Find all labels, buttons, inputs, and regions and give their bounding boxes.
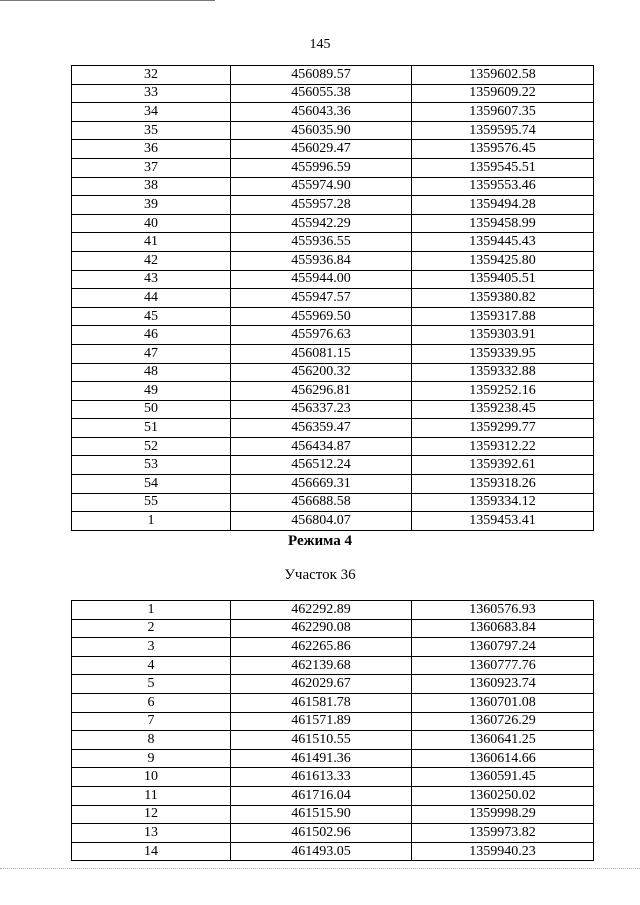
point-number-cell: 2: [72, 619, 231, 638]
table-row: [72, 326, 594, 345]
x-coordinate-cell: 461581.78: [231, 693, 412, 712]
y-coordinate-cell: 1359405.51: [412, 270, 594, 289]
x-coordinate-cell: 461716.04: [231, 786, 412, 805]
y-coordinate-cell: 1360777.76: [412, 656, 594, 675]
point-number-cell: 54: [72, 475, 231, 494]
y-coordinate-cell: 1359494.28: [412, 196, 594, 215]
y-coordinate-cell: 1359973.82: [412, 824, 594, 843]
point-number-cell: 55: [72, 493, 231, 512]
point-number-cell: 47: [72, 344, 231, 363]
point-number-cell: 10: [72, 768, 231, 787]
point-number-cell: 11: [72, 786, 231, 805]
point-number-cell: 13: [72, 824, 231, 843]
point-number-cell: 35: [72, 121, 231, 140]
y-coordinate-cell: 1360797.24: [412, 638, 594, 657]
table-row: [72, 824, 594, 843]
coordinates-table-1-body: [72, 66, 594, 531]
y-coordinate-cell: 1359998.29: [412, 805, 594, 824]
x-coordinate-cell: 456029.47: [231, 140, 412, 159]
table-row: [72, 66, 594, 85]
y-coordinate-cell: 1359553.46: [412, 177, 594, 196]
table-row: [72, 307, 594, 326]
point-number-cell: 5: [72, 675, 231, 694]
x-coordinate-cell: 456035.90: [231, 121, 412, 140]
y-coordinate-cell: 1360683.84: [412, 619, 594, 638]
section-subheading: Участок 36: [284, 567, 356, 583]
y-coordinate-cell: 1360641.25: [412, 731, 594, 750]
point-number-cell: 14: [72, 842, 231, 861]
x-coordinate-cell: 456043.36: [231, 103, 412, 122]
x-coordinate-cell: 461493.05: [231, 842, 412, 861]
x-coordinate-cell: 461613.33: [231, 768, 412, 787]
point-number-cell: 50: [72, 400, 231, 419]
table-row: [72, 214, 594, 233]
y-coordinate-cell: 1359334.12: [412, 493, 594, 512]
x-coordinate-cell: 455944.00: [231, 270, 412, 289]
coordinates-table-2-body: [72, 601, 594, 861]
point-number-cell: 42: [72, 251, 231, 270]
point-number-cell: 6: [72, 693, 231, 712]
x-coordinate-cell: 462292.89: [231, 601, 412, 620]
point-number-cell: 3: [72, 638, 231, 657]
y-coordinate-cell: 1360576.93: [412, 601, 594, 620]
point-number-cell: 49: [72, 382, 231, 401]
coordinates-table-1: [71, 65, 594, 531]
point-number-cell: 46: [72, 326, 231, 345]
table-row: [72, 103, 594, 122]
x-coordinate-cell: 455957.28: [231, 196, 412, 215]
point-number-cell: 39: [72, 196, 231, 215]
x-coordinate-cell: 462029.67: [231, 675, 412, 694]
table-row: [72, 842, 594, 861]
page-number: 145: [309, 37, 331, 52]
table-row: [72, 84, 594, 103]
x-coordinate-cell: 456359.47: [231, 419, 412, 438]
x-coordinate-cell: 455947.57: [231, 289, 412, 308]
y-coordinate-cell: 1359595.74: [412, 121, 594, 140]
y-coordinate-cell: 1359445.43: [412, 233, 594, 252]
point-number-cell: 52: [72, 437, 231, 456]
table-row: [72, 675, 594, 694]
point-number-cell: 1: [72, 601, 231, 620]
y-coordinate-cell: 1359425.80: [412, 251, 594, 270]
point-number-cell: 32: [72, 66, 231, 85]
x-coordinate-cell: 456337.23: [231, 400, 412, 419]
x-coordinate-cell: 461502.96: [231, 824, 412, 843]
point-number-cell: 40: [72, 214, 231, 233]
x-coordinate-cell: 456081.15: [231, 344, 412, 363]
table-row: [72, 344, 594, 363]
x-coordinate-cell: 462265.86: [231, 638, 412, 657]
x-coordinate-cell: 456296.81: [231, 382, 412, 401]
point-number-cell: 7: [72, 712, 231, 731]
scan-edge-mark: [0, 0, 215, 1]
point-number-cell: 43: [72, 270, 231, 289]
x-coordinate-cell: 456512.24: [231, 456, 412, 475]
scan-edge-dotted-line: [0, 868, 640, 870]
y-coordinate-cell: 1359317.88: [412, 307, 594, 326]
x-coordinate-cell: 455996.59: [231, 158, 412, 177]
y-coordinate-cell: 1359576.45: [412, 140, 594, 159]
point-number-cell: 33: [72, 84, 231, 103]
table-row: [72, 437, 594, 456]
table-row: [72, 289, 594, 308]
table-row: [72, 196, 594, 215]
point-number-cell: 44: [72, 289, 231, 308]
x-coordinate-cell: 455976.63: [231, 326, 412, 345]
table-row: [72, 382, 594, 401]
table-row: [72, 786, 594, 805]
y-coordinate-cell: 1359607.35: [412, 103, 594, 122]
table-row: [72, 475, 594, 494]
x-coordinate-cell: 455969.50: [231, 307, 412, 326]
point-number-cell: 48: [72, 363, 231, 382]
x-coordinate-cell: 455936.55: [231, 233, 412, 252]
y-coordinate-cell: 1359392.61: [412, 456, 594, 475]
point-number-cell: 38: [72, 177, 231, 196]
x-coordinate-cell: 455942.29: [231, 214, 412, 233]
point-number-cell: 12: [72, 805, 231, 824]
x-coordinate-cell: 461510.55: [231, 731, 412, 750]
table-row: [72, 419, 594, 438]
table-row: [72, 270, 594, 289]
y-coordinate-cell: 1359380.82: [412, 289, 594, 308]
y-coordinate-cell: 1359318.26: [412, 475, 594, 494]
x-coordinate-cell: 462139.68: [231, 656, 412, 675]
y-coordinate-cell: 1359299.77: [412, 419, 594, 438]
table-row: [72, 601, 594, 620]
y-coordinate-cell: 1359458.99: [412, 214, 594, 233]
table-row: [72, 363, 594, 382]
table-row: [72, 693, 594, 712]
y-coordinate-cell: 1360591.45: [412, 768, 594, 787]
point-number-cell: 34: [72, 103, 231, 122]
x-coordinate-cell: 461515.90: [231, 805, 412, 824]
x-coordinate-cell: 455936.84: [231, 251, 412, 270]
y-coordinate-cell: 1360250.02: [412, 786, 594, 805]
table-row: [72, 731, 594, 750]
y-coordinate-cell: 1359303.91: [412, 326, 594, 345]
coordinates-table-2: [71, 600, 594, 861]
x-coordinate-cell: 456669.31: [231, 475, 412, 494]
y-coordinate-cell: 1359252.16: [412, 382, 594, 401]
y-coordinate-cell: 1359238.45: [412, 400, 594, 419]
table-row: [72, 656, 594, 675]
point-number-cell: 8: [72, 731, 231, 750]
table-row: [72, 768, 594, 787]
y-coordinate-cell: 1359453.41: [412, 512, 594, 531]
table-row: [72, 251, 594, 270]
y-coordinate-cell: 1359545.51: [412, 158, 594, 177]
x-coordinate-cell: 461571.89: [231, 712, 412, 731]
point-number-cell: 1: [72, 512, 231, 531]
table-row: [72, 456, 594, 475]
point-number-cell: 37: [72, 158, 231, 177]
point-number-cell: 9: [72, 749, 231, 768]
point-number-cell: 36: [72, 140, 231, 159]
y-coordinate-cell: 1360701.08: [412, 693, 594, 712]
table-row: [72, 749, 594, 768]
table-row: [72, 121, 594, 140]
table-row: [72, 400, 594, 419]
point-number-cell: 53: [72, 456, 231, 475]
table-row: [72, 619, 594, 638]
point-number-cell: 4: [72, 656, 231, 675]
x-coordinate-cell: 456688.58: [231, 493, 412, 512]
table-row: [72, 493, 594, 512]
table-row: [72, 158, 594, 177]
x-coordinate-cell: 456200.32: [231, 363, 412, 382]
x-coordinate-cell: 456804.07: [231, 512, 412, 531]
table-row: [72, 233, 594, 252]
point-number-cell: 45: [72, 307, 231, 326]
table-row: [72, 712, 594, 731]
y-coordinate-cell: 1359312.22: [412, 437, 594, 456]
y-coordinate-cell: 1359339.95: [412, 344, 594, 363]
y-coordinate-cell: 1360726.29: [412, 712, 594, 731]
point-number-cell: 51: [72, 419, 231, 438]
table-row: [72, 512, 594, 531]
x-coordinate-cell: 456089.57: [231, 66, 412, 85]
table-row: [72, 177, 594, 196]
x-coordinate-cell: 462290.08: [231, 619, 412, 638]
y-coordinate-cell: 1359609.22: [412, 84, 594, 103]
y-coordinate-cell: 1359940.23: [412, 842, 594, 861]
section-heading: Режима 4: [287, 533, 352, 549]
x-coordinate-cell: 456434.87: [231, 437, 412, 456]
table-row: [72, 140, 594, 159]
y-coordinate-cell: 1359332.88: [412, 363, 594, 382]
x-coordinate-cell: 456055.38: [231, 84, 412, 103]
table-row: [72, 638, 594, 657]
x-coordinate-cell: 461491.36: [231, 749, 412, 768]
y-coordinate-cell: 1360923.74: [412, 675, 594, 694]
y-coordinate-cell: 1359602.58: [412, 66, 594, 85]
table-row: [72, 805, 594, 824]
x-coordinate-cell: 455974.90: [231, 177, 412, 196]
y-coordinate-cell: 1360614.66: [412, 749, 594, 768]
point-number-cell: 41: [72, 233, 231, 252]
